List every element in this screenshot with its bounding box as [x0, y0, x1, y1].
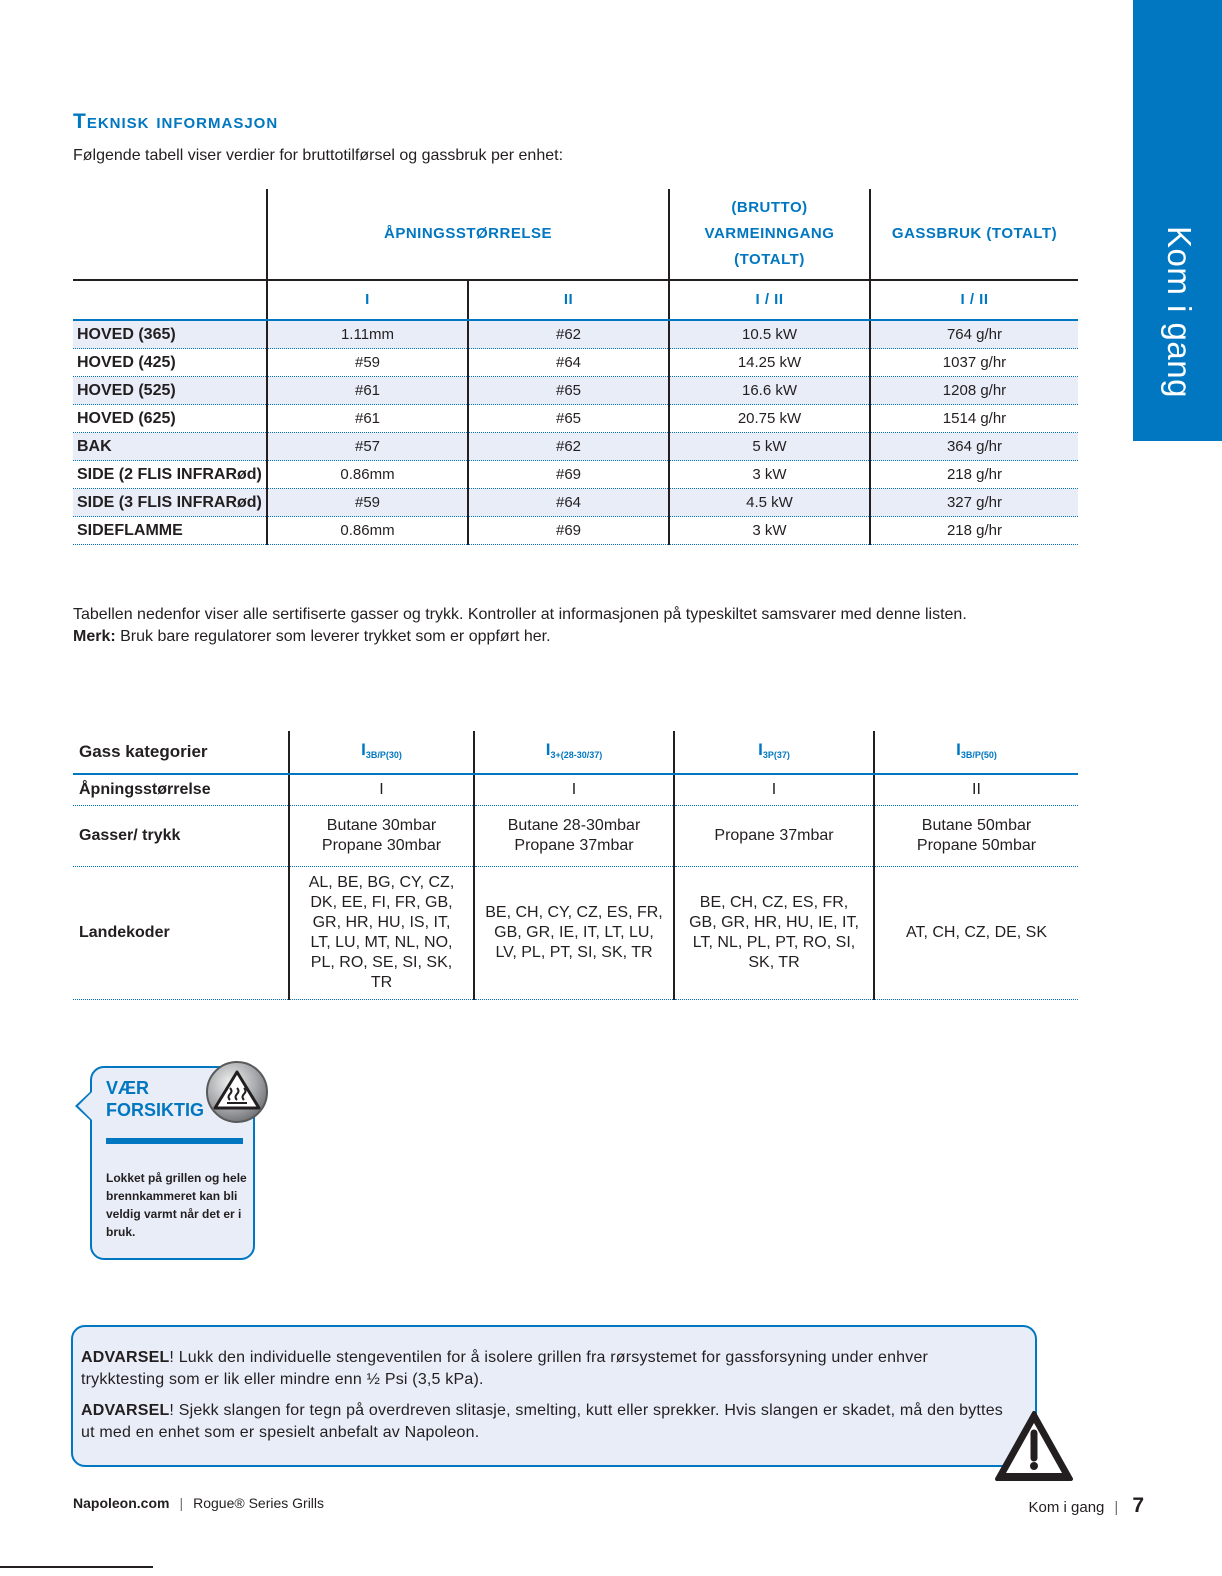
- cell-opening: II: [874, 774, 1078, 805]
- section-title: Teknisk informasjon: [73, 110, 279, 133]
- cell-gas-pressure: [289, 805, 474, 866]
- subheader-input: I / II: [669, 280, 870, 320]
- footer-right: [1029, 1494, 1144, 1518]
- category-subscript: 3B/P(30): [365, 749, 402, 760]
- country-line: SK, TR: [748, 953, 800, 971]
- gas-line: Propane 30mbar: [321, 836, 442, 854]
- row-label: HOVED (625): [73, 405, 267, 433]
- cell-opening-ii: #69: [468, 517, 669, 545]
- cell-input: 10.5 kW: [669, 320, 870, 349]
- header-gross-input-line1: (BRUTTO): [731, 199, 808, 216]
- table-row: [73, 377, 1078, 405]
- category-subscript: 3P(37): [762, 749, 790, 760]
- cell-gas: 327 g/hr: [870, 489, 1078, 517]
- footer-separator: |: [1114, 1499, 1119, 1516]
- table-row: [73, 866, 1078, 999]
- country-line: LT, NL, PL, PT, RO, SI,: [692, 933, 856, 951]
- header-gross-input-line3: (TOTALT): [734, 251, 805, 268]
- footer-brand: Napoleon.com: [73, 1495, 170, 1511]
- caution-title-line1: VÆR: [106, 1078, 150, 1098]
- header-empty: [73, 189, 267, 280]
- caution-divider: [106, 1138, 243, 1144]
- cell-country-codes: [474, 866, 674, 999]
- country-line: LT, LU, MT, NL, NO,: [310, 933, 453, 951]
- table-row: [73, 774, 1078, 805]
- note-text: Bruk bare regulatorer som leverer trykket som er oppført her.: [115, 628, 551, 645]
- header-gross-input: [669, 189, 870, 280]
- row-label: BAK: [73, 433, 267, 461]
- warning-1-label: ADVARSEL: [81, 1349, 170, 1366]
- cell-opening-ii: #64: [468, 349, 669, 377]
- footer-section: Kom i gang: [1028, 1499, 1105, 1516]
- cell-input: 3 kW: [669, 461, 870, 489]
- caution-callout-pointer-fill: [78, 1092, 92, 1120]
- caution-title-line2: FORSIKTIG: [106, 1100, 204, 1120]
- table-row: [73, 349, 1078, 377]
- header-opening-size: ÅPNINGSSTØRRELSE: [267, 189, 669, 280]
- subheader-gas: I / II: [870, 280, 1078, 320]
- cell-opening-i: 0.86mm: [267, 461, 468, 489]
- header-gas-categories: Gass kategorier: [73, 731, 289, 774]
- subheader-empty: [73, 280, 267, 320]
- gas-line: Propane 37mbar: [514, 836, 634, 854]
- cell-opening-i: #61: [267, 405, 468, 433]
- warning-1-text: ! Lukk den individuelle stengeventilen for å isolere grillen fra rørsystemet for gassforsyning under enhver trykktesting som er lik eller mindre enn ½ Psi (3,5 kPa).: [81, 1349, 929, 1388]
- cell-gas-pressure: [474, 805, 674, 866]
- table-row: [73, 489, 1078, 517]
- country-line: BE, CH, CY, CZ, ES, FR,: [485, 903, 663, 921]
- hot-surface-icon: [205, 1060, 269, 1124]
- table-row: [73, 405, 1078, 433]
- cell-country-codes: [674, 866, 874, 999]
- caution-text: Lokket på grillen og hele brennkammeret kan bli veldig varmt når det er i bruk.: [106, 1171, 247, 1239]
- footer-separator: |: [179, 1495, 184, 1511]
- gas-line: Propane 37mbar: [714, 826, 834, 844]
- country-line: PL, RO, SE, SI, SK,: [310, 953, 453, 971]
- gas-categories-table: [73, 731, 1078, 1000]
- country-line: TR: [370, 973, 393, 991]
- table-row: [73, 517, 1078, 545]
- cell-gas: 364 g/hr: [870, 433, 1078, 461]
- cell-gas: 218 g/hr: [870, 517, 1078, 545]
- cell-input: 3 kW: [669, 517, 870, 545]
- warning-2: [81, 1400, 1016, 1444]
- gas-category-4: [874, 731, 1078, 774]
- category-subscript: 3B/P(50): [960, 749, 997, 760]
- cell-gas: 218 g/hr: [870, 461, 1078, 489]
- footer-left: [73, 1495, 324, 1511]
- cell-opening-i: #59: [267, 489, 468, 517]
- cell-opening-i: #59: [267, 349, 468, 377]
- category-subscript: 3+(28-30/37): [550, 749, 603, 760]
- cell-gas-pressure: [674, 805, 874, 866]
- intro-text: Følgende tabell viser verdier for bruttotilførsel og gassbruk per enhet:: [73, 147, 564, 164]
- table-row: [73, 805, 1078, 866]
- cell-input: 14.25 kW: [669, 349, 870, 377]
- chapter-side-tab-label: Kom i gang: [1161, 226, 1198, 398]
- gas-consumption-table: [73, 189, 1078, 545]
- cell-opening-ii: #64: [468, 489, 669, 517]
- table-row: [73, 461, 1078, 489]
- row-label: SIDE (2 FLIS INFRARød): [73, 461, 267, 489]
- row-label-opening-size: Åpningsstørrelse: [73, 774, 289, 805]
- cell-opening-ii: #62: [468, 433, 669, 461]
- table-row: [73, 433, 1078, 461]
- category-symbol: I: [758, 739, 763, 759]
- cell-gas: 1037 g/hr: [870, 349, 1078, 377]
- gas-line: Butane 30mbar: [326, 816, 437, 834]
- cell-input: 5 kW: [669, 433, 870, 461]
- cell-opening-ii: #62: [468, 320, 669, 349]
- cell-gas-pressure: [874, 805, 1078, 866]
- regulator-note: [73, 626, 551, 648]
- page-number: 7: [1132, 1494, 1144, 1517]
- cell-opening: I: [289, 774, 474, 805]
- cell-opening-i: 0.86mm: [267, 517, 468, 545]
- subheader-i: I: [267, 280, 468, 320]
- footer-series: Rogue® Series Grills: [193, 1495, 325, 1511]
- table-row: [73, 320, 1078, 349]
- header-gas-consumption: GASSBRUK (TOTALT): [870, 189, 1078, 280]
- warning-icon: [994, 1409, 1074, 1485]
- row-label: HOVED (525): [73, 377, 267, 405]
- cell-gas: 1514 g/hr: [870, 405, 1078, 433]
- category-symbol: I: [956, 739, 961, 759]
- header-gross-input-line2: VARMEINNGANG: [704, 225, 835, 242]
- cell-opening: I: [474, 774, 674, 805]
- gas-category-3: [674, 731, 874, 774]
- gas-line: Butane 28-30mbar: [507, 816, 641, 834]
- cell-opening-i: #57: [267, 433, 468, 461]
- gas-line: Butane 50mbar: [921, 816, 1032, 834]
- cell-gas: 764 g/hr: [870, 320, 1078, 349]
- country-line: GB, GR, IE, IT, LT, LU,: [494, 923, 654, 941]
- note-label: Merk:: [73, 628, 116, 645]
- gas-line: Propane 50mbar: [916, 836, 1037, 854]
- category-symbol: I: [545, 739, 551, 759]
- country-line: GB, GR, HR, HU, IE, IT,: [689, 913, 859, 931]
- country-line: LV, PL, PT, SI, SK, TR: [495, 943, 653, 961]
- country-line: DK, EE, FI, FR, GB,: [310, 893, 453, 911]
- row-label-gas-pressure: Gasser/ trykk: [73, 805, 289, 866]
- caution-title: [106, 1077, 204, 1121]
- cell-opening-i: 1.11mm: [267, 320, 468, 349]
- cell-opening-ii: #65: [468, 377, 669, 405]
- country-line: AL, BE, BG, CY, CZ,: [308, 873, 455, 891]
- warning-2-label: ADVARSEL: [81, 1402, 170, 1419]
- country-line: GR, HR, HU, IS, IT,: [312, 913, 451, 931]
- bottom-rule: [0, 1566, 153, 1568]
- category-symbol: I: [361, 739, 366, 759]
- cell-opening: I: [674, 774, 874, 805]
- gas-category-2: [474, 731, 674, 774]
- cell-country-codes: [874, 866, 1078, 999]
- row-label: SIDE (3 FLIS INFRARød): [73, 489, 267, 517]
- subheader-ii: II: [468, 280, 669, 320]
- country-line: AT, CH, CZ, DE, SK: [905, 923, 1048, 941]
- cell-opening-ii: #65: [468, 405, 669, 433]
- country-line: BE, CH, CZ, ES, FR,: [699, 893, 849, 911]
- warning-2-text: ! Sjekk slangen for tegn på overdreven slitasje, smelting, kutt eller sprekker. Hvis slangen er skadet, må den byttes ut med en enhet som er spesielt anbefalt av Napoleon.: [81, 1402, 1004, 1441]
- cell-input: 20.75 kW: [669, 405, 870, 433]
- certified-gases-text: Tabellen nedenfor viser alle sertifiserte gasser og trykk. Kontroller at informasjonen på typeskiltet samsvarer med denne listen.: [73, 606, 967, 623]
- cell-gas: 1208 g/hr: [870, 377, 1078, 405]
- row-label: HOVED (425): [73, 349, 267, 377]
- gas-category-1: [289, 731, 474, 774]
- row-label: SIDEFLAMME: [73, 517, 267, 545]
- cell-country-codes: [289, 866, 474, 999]
- cell-input: 16.6 kW: [669, 377, 870, 405]
- warning-1: [81, 1347, 1016, 1391]
- cell-opening-ii: #69: [468, 461, 669, 489]
- row-label: HOVED (365): [73, 320, 267, 349]
- row-label-country-codes: Landekoder: [73, 866, 289, 999]
- cell-input: 4.5 kW: [669, 489, 870, 517]
- cell-opening-i: #61: [267, 377, 468, 405]
